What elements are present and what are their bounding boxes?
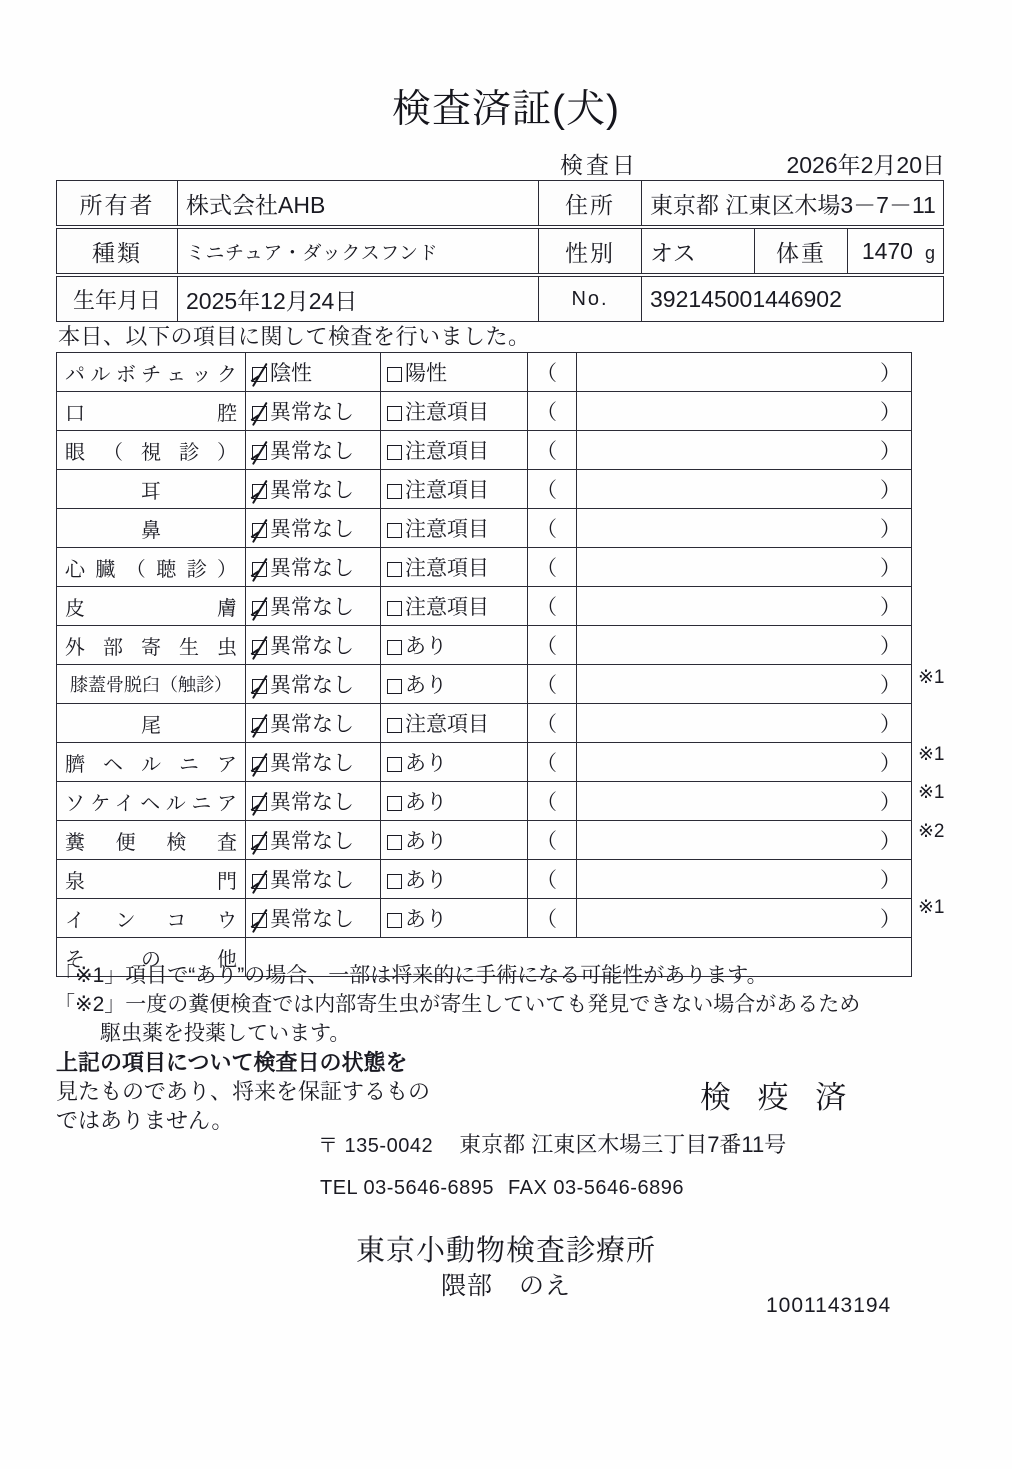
exam-option-label: 陰性	[270, 362, 312, 385]
table-row	[57, 181, 944, 226]
exam-remark-field[interactable]: ）	[577, 353, 912, 392]
exam-remark-paren-open: （	[528, 431, 577, 470]
checkbox-icon[interactable]	[387, 601, 402, 616]
veterinarian-name: 隈部 のえ	[440, 1272, 571, 1300]
exam-remark-paren-open: （	[528, 509, 577, 548]
exam-remark-field[interactable]: ）	[577, 626, 912, 665]
table-row	[57, 392, 912, 431]
birth-info-table	[56, 276, 944, 322]
table-row	[57, 899, 912, 938]
exam-option-label: 異常なし	[270, 596, 354, 619]
exam-option-label: あり	[405, 635, 447, 658]
table-row	[57, 277, 944, 322]
exam-remark-field[interactable]: ）	[577, 548, 912, 587]
exam-option-abnormal[interactable]	[381, 899, 528, 938]
exam-option-label: 異常なし	[270, 557, 354, 580]
quarantine-stamp: 検 疫 済	[700, 1080, 856, 1115]
breed-value: ミニチュア・ダックスフンド	[178, 229, 539, 274]
checked-checkbox-icon[interactable]	[252, 406, 267, 421]
checkbox-icon[interactable]	[387, 874, 402, 889]
exam-option-abnormal[interactable]	[381, 431, 528, 470]
exam-remark-paren-open: （	[528, 743, 577, 782]
table-row	[57, 229, 944, 274]
exam-item-label: 眼（視診）	[57, 431, 246, 470]
exam-option-abnormal[interactable]	[381, 704, 528, 743]
checked-checkbox-icon[interactable]	[252, 913, 267, 928]
exam-option-label: あり	[405, 752, 447, 775]
address-label: 住所	[539, 181, 642, 226]
exam-item-label: 糞便検査	[57, 821, 246, 860]
exam-note-marker: ※1	[918, 897, 945, 919]
exam-item-label: 口腔	[57, 392, 246, 431]
exam-option-label: 注意項目	[405, 518, 489, 541]
exam-option-normal[interactable]	[246, 548, 381, 587]
exam-item-label: 耳	[57, 470, 246, 509]
address-value: 東京都 江東区木場3－7－11	[642, 181, 944, 226]
exam-option-abnormal[interactable]	[381, 548, 528, 587]
weight-value: 1470	[861, 237, 913, 264]
table-row	[57, 587, 912, 626]
exam-option-label: 異常なし	[270, 791, 354, 814]
exam-option-normal[interactable]	[246, 821, 381, 860]
checked-checkbox-icon[interactable]	[252, 679, 267, 694]
exam-option-label: 異常なし	[270, 440, 354, 463]
exam-option-label: 異常なし	[270, 752, 354, 775]
exam-note-marker: ※1	[918, 744, 945, 765]
exam-remark-field[interactable]: ）	[577, 821, 912, 860]
exam-remark-paren-open: （	[528, 470, 577, 509]
exam-option-normal[interactable]	[246, 782, 381, 821]
exam-item-label: ソケイヘルニア	[57, 782, 246, 821]
checked-checkbox-icon[interactable]	[252, 835, 267, 850]
exam-remark-paren-open: （	[528, 626, 577, 665]
exam-option-abnormal[interactable]	[381, 470, 528, 509]
exam-option-normal[interactable]	[246, 899, 381, 938]
exam-item-label: 外部寄生虫	[57, 626, 246, 665]
checked-checkbox-icon[interactable]	[252, 601, 267, 616]
exam-remark-field[interactable]: ）	[577, 509, 912, 548]
exam-option-normal[interactable]	[246, 470, 381, 509]
exam-option-normal[interactable]	[246, 860, 381, 899]
weight-value-cell	[848, 229, 944, 274]
exam-note-marker: ※1	[918, 782, 945, 804]
table-row	[57, 665, 912, 704]
exam-option-normal[interactable]	[246, 665, 381, 704]
microchip-no-label: No.	[539, 277, 642, 322]
exam-option-label: あり	[405, 791, 447, 814]
exam-option-abnormal[interactable]	[381, 665, 528, 704]
checked-checkbox-icon[interactable]	[252, 796, 267, 811]
exam-option-normal[interactable]	[246, 431, 381, 470]
exam-option-label: 異常なし	[270, 830, 354, 853]
exam-remark-field[interactable]: ）	[577, 665, 912, 704]
exam-option-label: 異常なし	[270, 518, 354, 541]
disclaimer-line-2: 見たものであり、将来を保証するもの	[56, 1079, 431, 1105]
owner-label: 所有者	[57, 181, 178, 226]
checkbox-icon[interactable]	[387, 757, 402, 772]
animal-info-table	[56, 228, 944, 274]
exam-option-abnormal[interactable]	[381, 392, 528, 431]
clinic-address: 東京都 江東区木場三丁目7番11号	[459, 1132, 787, 1157]
exam-option-label: あり	[405, 674, 447, 697]
clinic-tel: TEL 03-5646-6895	[320, 1177, 495, 1199]
exam-date-row	[560, 147, 945, 180]
checkbox-icon[interactable]	[387, 913, 402, 928]
exam-item-label: 尾	[57, 704, 246, 743]
exam-date-label: 検査日	[560, 152, 638, 178]
exam-remark-field[interactable]: ）	[577, 704, 912, 743]
clinic-zip: 〒 135-0042	[318, 1135, 434, 1157]
checkbox-icon[interactable]	[387, 640, 402, 655]
checkbox-icon[interactable]	[387, 835, 402, 850]
checked-checkbox-icon[interactable]	[252, 562, 267, 577]
checked-checkbox-icon[interactable]	[252, 484, 267, 499]
footnotes	[54, 962, 954, 1049]
exam-remark-paren-open: （	[528, 353, 577, 392]
exam-option-normal[interactable]	[246, 587, 381, 626]
exam-option-normal[interactable]	[246, 743, 381, 782]
exam-item-label: 心臓（聴診）	[57, 548, 246, 587]
table-row	[57, 743, 912, 782]
exam-option-abnormal[interactable]	[381, 782, 528, 821]
microchip-no-value: 392145001446902	[642, 277, 944, 322]
exam-remark-field[interactable]: ）	[577, 587, 912, 626]
exam-item-label: 泉門	[57, 860, 246, 899]
exam-remark-paren-open: （	[528, 665, 577, 704]
exam-remark-paren-open: （	[528, 548, 577, 587]
checked-checkbox-icon[interactable]	[252, 445, 267, 460]
exam-remark-field[interactable]: ）	[577, 782, 912, 821]
exam-option-normal[interactable]	[246, 626, 381, 665]
exam-item-label: 臍ヘルニア	[57, 743, 246, 782]
table-row	[57, 626, 912, 665]
footnote-2-cont: 駆虫薬を投薬しています。	[100, 1021, 351, 1045]
table-row	[57, 821, 912, 860]
document-number: 1001143194	[766, 1294, 892, 1317]
exam-option-label: 異常なし	[270, 908, 354, 931]
table-row	[57, 860, 912, 899]
exam-option-label: 注意項目	[405, 596, 489, 619]
table-row	[57, 548, 912, 587]
footnote-1: 「※1」項目で“あり”の場合、一部は将来的に手術になる可能性があります。	[54, 964, 768, 987]
table-row	[57, 431, 912, 470]
exam-option-label: 注意項目	[405, 440, 489, 463]
exam-item-label: 皮膚	[57, 587, 246, 626]
exam-option-label: 異常なし	[270, 674, 354, 697]
exam-remark-paren-open: （	[528, 587, 577, 626]
disclaimer-line-1: 上記の項目について検査日の状態を	[56, 1050, 408, 1075]
exam-remark-field[interactable]: ）	[577, 899, 912, 938]
sex-value: オス	[642, 229, 755, 274]
clinic-address-line	[318, 1128, 786, 1159]
birthdate-value: 2025年12月24日	[178, 277, 539, 322]
exam-remark-field[interactable]: ）	[577, 392, 912, 431]
exam-remark-field[interactable]: ）	[577, 470, 912, 509]
exam-option-label: 注意項目	[405, 479, 489, 502]
checkbox-icon[interactable]	[387, 718, 402, 733]
table-row	[57, 470, 912, 509]
checkbox-icon[interactable]	[387, 679, 402, 694]
exam-item-label: パルボチェック	[57, 353, 246, 392]
exam-option-label: 異常なし	[270, 713, 354, 736]
owner-info-table	[56, 180, 944, 226]
exam-option-normal[interactable]	[246, 392, 381, 431]
exam-option-label: 注意項目	[405, 401, 489, 424]
clinic-name: 東京小動物検査診療所	[355, 1235, 656, 1267]
exam-date-value: 2026年2月20日	[786, 152, 945, 178]
checkbox-icon[interactable]	[387, 562, 402, 577]
disclaimer	[56, 1048, 486, 1135]
exam-option-normal[interactable]	[246, 509, 381, 548]
exam-option-label: 注意項目	[405, 713, 489, 736]
table-row	[57, 353, 912, 392]
checkbox-icon[interactable]	[387, 406, 402, 421]
exam-option-label: あり	[405, 908, 447, 931]
checked-checkbox-icon[interactable]	[252, 718, 267, 733]
checked-checkbox-icon[interactable]	[252, 757, 267, 772]
exam-option-label: 注意項目	[405, 557, 489, 580]
exam-remark-paren-open: （	[528, 899, 577, 938]
checked-checkbox-icon[interactable]	[252, 523, 267, 538]
exam-item-label: その他	[57, 938, 246, 977]
checked-checkbox-icon[interactable]	[252, 640, 267, 655]
checked-checkbox-icon[interactable]	[252, 367, 267, 382]
footnote-2: 「※2」一度の糞便検査では内部寄生虫が寄生していても発見できない場合があるため	[54, 992, 861, 1016]
lead-sentence: 本日、以下の項目に関して検査を行いました。	[58, 324, 531, 349]
exam-option-label: あり	[405, 830, 447, 853]
exam-option-abnormal[interactable]	[381, 509, 528, 548]
exam-remark-field[interactable]: ）	[577, 431, 912, 470]
page-title: 検査済証(犬)	[392, 88, 620, 131]
exam-option-abnormal[interactable]	[381, 743, 528, 782]
weight-unit: g	[924, 242, 935, 263]
birthdate-label: 生年月日	[57, 277, 178, 322]
checkbox-icon[interactable]	[387, 796, 402, 811]
exam-remark-paren-open: （	[528, 704, 577, 743]
exam-option-label: あり	[405, 869, 447, 892]
checked-checkbox-icon[interactable]	[252, 874, 267, 889]
exam-option-label: 陽性	[405, 362, 447, 385]
exam-remark-paren-open: （	[528, 860, 577, 899]
checkbox-icon[interactable]	[387, 445, 402, 460]
exam-remark-paren-open: （	[528, 392, 577, 431]
exam-option-label: 異常なし	[270, 869, 354, 892]
exam-option-normal[interactable]	[246, 353, 381, 392]
sex-label: 性別	[539, 229, 642, 274]
inspection-items-table	[56, 352, 912, 977]
exam-remark-paren-open: （	[528, 821, 577, 860]
exam-item-label: 膝蓋骨脱臼（触診）	[57, 665, 246, 704]
table-row	[57, 509, 912, 548]
clinic-fax: FAX 03-5646-6896	[508, 1177, 684, 1199]
exam-remark-field[interactable]: ）	[577, 860, 912, 899]
exam-remark-field[interactable]: ）	[577, 743, 912, 782]
table-row	[57, 704, 912, 743]
table-row	[57, 782, 912, 821]
checkbox-icon[interactable]	[387, 367, 402, 382]
exam-note-marker: ※1	[918, 667, 945, 689]
exam-option-abnormal[interactable]	[381, 821, 528, 860]
exam-option-abnormal[interactable]	[381, 587, 528, 626]
owner-value: 株式会社AHB	[178, 181, 539, 226]
exam-item-label: インコウ	[57, 899, 246, 938]
breed-label: 種類	[57, 229, 178, 274]
exam-option-abnormal[interactable]	[381, 626, 528, 665]
exam-note-marker: ※2	[918, 820, 945, 842]
exam-option-abnormal[interactable]	[381, 353, 528, 392]
exam-option-label: 異常なし	[270, 635, 354, 658]
exam-option-label: 異常なし	[270, 479, 354, 502]
clinic-tel-line	[320, 1177, 684, 1200]
exam-remark-paren-open: （	[528, 782, 577, 821]
disclaimer-line-3: ではありません。	[56, 1108, 234, 1134]
checkbox-icon[interactable]	[387, 523, 402, 538]
checkbox-icon[interactable]	[387, 484, 402, 499]
weight-label: 体重	[755, 229, 848, 274]
exam-option-abnormal[interactable]	[381, 860, 528, 899]
exam-option-normal[interactable]	[246, 704, 381, 743]
exam-option-label: 異常なし	[270, 401, 354, 424]
exam-item-label: 鼻	[57, 509, 246, 548]
